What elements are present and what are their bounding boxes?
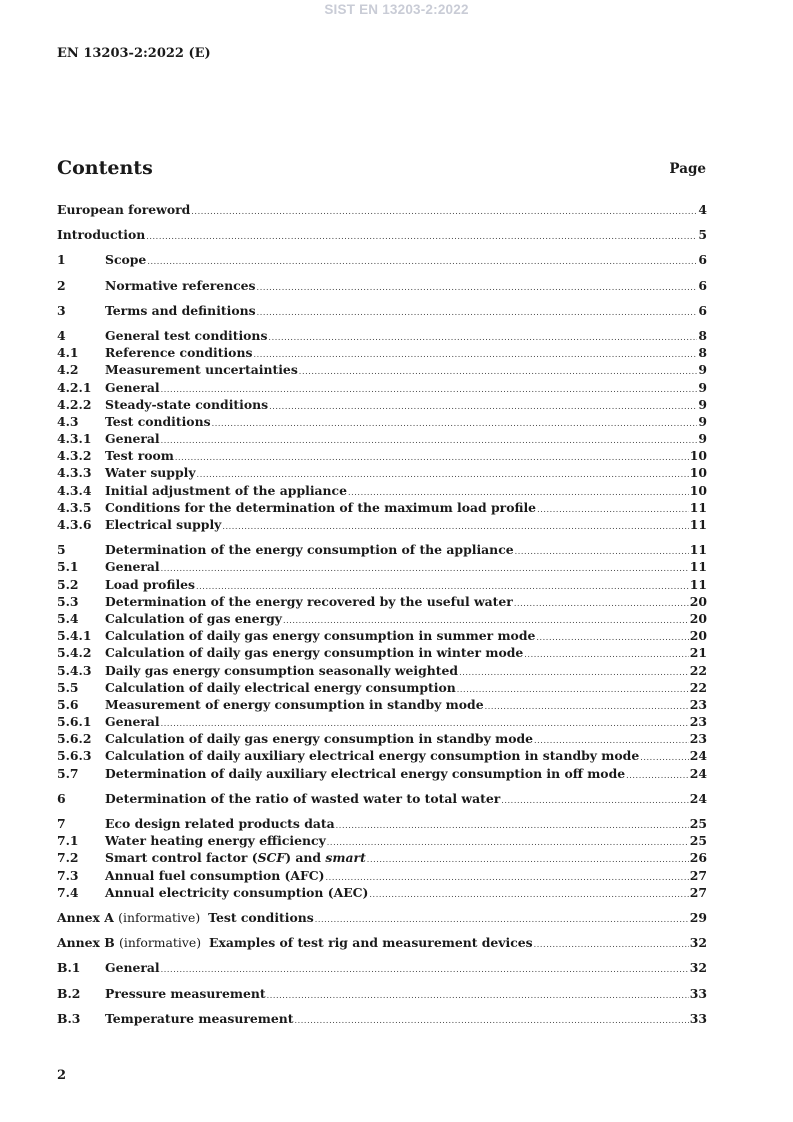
toc-entry-page: 22 [689, 662, 707, 678]
dot-leader [212, 415, 698, 432]
toc-entry-page: 20 [689, 610, 707, 626]
dot-leader [257, 279, 698, 296]
toc-entry-title: Scope [105, 252, 147, 268]
toc-entry-title: Normative references [105, 277, 256, 293]
toc-entry-title: Electrical supply [105, 517, 222, 532]
toc-entry-5-7[interactable] [57, 765, 707, 782]
toc-entry-number: 5.4.2 [57, 645, 92, 661]
dot-leader [369, 886, 688, 903]
footer-page-number: 2 [57, 1068, 67, 1083]
toc-entry-title: Determination of the energy consumption of the appliance [105, 542, 514, 558]
toc-entry-4-2[interactable] [57, 361, 707, 378]
toc-entry-title: Test conditions [208, 909, 314, 925]
toc-entry-4-3-5[interactable] [57, 499, 707, 516]
dot-leader [459, 664, 689, 681]
toc-entry-page: 10 [689, 465, 707, 481]
toc-entry-number: 5.7 [57, 765, 79, 781]
annex-id: Annex A [57, 909, 114, 925]
toc-entry-number: 5.3 [57, 593, 79, 609]
dot-leader [146, 228, 697, 245]
toc-entry-page: 4 [698, 202, 707, 217]
dot-leader [515, 543, 689, 560]
dot-leader [222, 518, 688, 535]
toc-entry-number: 5.4 [57, 610, 79, 626]
toc-entry-title: Pressure measurement [105, 985, 266, 1001]
toc-entry-title: General [105, 559, 160, 575]
toc-entry-page: 6 [698, 302, 707, 318]
toc-entry-number: 4.3.5 [57, 499, 92, 515]
dot-leader [534, 936, 689, 953]
toc-entry-title: Test room [105, 448, 174, 464]
toc-entry-introduction[interactable] [57, 226, 707, 243]
dot-leader [257, 304, 698, 321]
annex-label [57, 934, 201, 951]
toc-entry-number: 4.3 [57, 413, 79, 429]
toc-entry-page: 5 [698, 227, 707, 243]
toc-entry-number: B.3 [57, 1010, 81, 1026]
title-part: Smart control factor ( [105, 850, 258, 866]
toc-entry-number: 7.2 [57, 850, 79, 866]
toc-entry-title: Calculation of daily auxiliary electrical energy consumption in standby mode [105, 748, 640, 764]
toc-entry-1[interactable] [57, 251, 707, 268]
dot-leader [268, 329, 697, 346]
toc-entry-b-3[interactable] [57, 1010, 707, 1027]
title-part: ) and [285, 850, 326, 866]
toc-entry-title: Conditions for the determination of the maximum load profile [105, 499, 537, 515]
toc-entry-title: Steady-state conditions [105, 396, 269, 412]
toc-entry-number: 5 [57, 542, 66, 558]
toc-entry-page: 11 [689, 576, 707, 592]
toc-entry-page: 9 [698, 379, 707, 395]
toc-entry-title: Annual electricity consumption (AEC) [105, 884, 369, 900]
toc-entry-title: Measurement of energy consumption in standby mode [105, 696, 484, 712]
toc-entry-page: 9 [698, 413, 707, 429]
toc-entry-title: General [105, 714, 160, 730]
dot-leader [457, 681, 689, 698]
toc-entry-page: 6 [698, 277, 707, 293]
dot-leader [536, 629, 688, 646]
toc-entry-number: 1 [57, 252, 66, 268]
dot-leader [295, 1012, 689, 1029]
title-italic-smart: smart [325, 850, 366, 866]
toc-entry-page: 9 [698, 362, 707, 378]
toc-entry-title: Temperature measurement [105, 1010, 294, 1026]
dot-leader [537, 501, 689, 518]
table-of-contents [57, 201, 707, 1027]
dot-leader [161, 432, 698, 449]
document-id-header: EN 13203-2:2022 (E) [57, 46, 211, 61]
toc-entry-5-6[interactable] [57, 696, 707, 713]
toc-entry-number: 5.6 [57, 696, 79, 712]
toc-entry-title: Measurement uncertainties [105, 362, 298, 378]
toc-entry-7-3[interactable] [57, 867, 707, 884]
toc-entry-page: 24 [689, 765, 707, 781]
toc-entry-4-3[interactable] [57, 413, 707, 430]
toc-entry-7-1[interactable] [57, 832, 707, 849]
dot-leader [367, 851, 689, 868]
toc-entry-number: 7.4 [57, 884, 79, 900]
toc-entry-number: B.2 [57, 985, 81, 1001]
toc-entry-page: 20 [689, 628, 707, 644]
dot-leader [327, 834, 689, 851]
toc-entry-number: 6 [57, 790, 66, 806]
toc-entry-number: 4.2.1 [57, 379, 92, 395]
toc-entry-page: 25 [689, 816, 707, 831]
toc-entry-number: 7.3 [57, 867, 79, 883]
toc-entry-7[interactable] [57, 815, 707, 832]
toc-entry-page: 10 [689, 482, 707, 498]
toc-entry-number: 4.3.3 [57, 465, 92, 481]
toc-entry-number: 7 [57, 816, 66, 831]
dot-leader [161, 560, 689, 577]
toc-entry-page: 11 [689, 542, 707, 558]
toc-entry-page: 23 [689, 696, 707, 712]
toc-entry-4-2-2[interactable] [57, 396, 707, 413]
toc-entry-page: 23 [689, 714, 707, 730]
toc-entry-5-4-2[interactable] [57, 644, 707, 661]
toc-entry-annex-a[interactable] [57, 909, 707, 926]
toc-entry-page: 27 [689, 884, 707, 900]
toc-entry-5-4-3[interactable] [57, 662, 707, 679]
annex-type: (informative) [119, 935, 202, 951]
toc-entry-number: 5.2 [57, 576, 79, 592]
toc-entry-title: European foreword [57, 202, 191, 217]
toc-entry-6[interactable] [57, 790, 707, 807]
toc-entry-page: 33 [689, 985, 707, 1001]
toc-entry-5-4[interactable] [57, 610, 707, 627]
toc-entry-5-5[interactable] [57, 679, 707, 696]
toc-entry-3[interactable] [57, 302, 707, 319]
toc-entry-number: 4.2 [57, 362, 79, 378]
toc-entry-page: 8 [698, 345, 707, 361]
toc-entry-number: 4.2.2 [57, 396, 92, 412]
toc-entry-page: 21 [689, 645, 707, 661]
annex-label [57, 909, 200, 926]
toc-entry-4-3-1[interactable] [57, 430, 707, 447]
toc-entry-number: 4.3.4 [57, 482, 92, 498]
toc-entry-b-1[interactable] [57, 959, 707, 976]
dot-leader [175, 449, 689, 466]
dot-leader [267, 987, 689, 1004]
dot-leader [514, 595, 689, 612]
toc-entry-4-1[interactable] [57, 344, 707, 361]
toc-entry-page: 6 [698, 252, 707, 268]
toc-entry-7-2[interactable] [57, 849, 707, 866]
toc-entry-number: B.1 [57, 960, 81, 976]
toc-entry-2[interactable] [57, 277, 707, 294]
toc-entry-number: 4.3.2 [57, 448, 92, 464]
toc-entry-5-3[interactable] [57, 593, 707, 610]
toc-entry-title: Eco design related products data [105, 816, 335, 831]
toc-entry-page: 11 [689, 499, 707, 515]
dot-leader [315, 911, 689, 928]
toc-entry-title: Determination of daily auxiliary electrical energy consumption in off mode [105, 765, 626, 781]
toc-entry-number: 5.6.2 [57, 731, 92, 747]
dot-leader [269, 398, 697, 415]
toc-entry-title: General test conditions [105, 327, 268, 343]
dot-leader [161, 961, 689, 978]
toc-entry-page: 22 [689, 679, 707, 695]
toc-entry-5-6-3[interactable] [57, 747, 707, 764]
toc-entry-title: Daily gas energy consumption seasonally weighted [105, 662, 459, 678]
toc-entry-4-3-2[interactable] [57, 447, 707, 464]
toc-entry-4-3-4[interactable] [57, 482, 707, 499]
toc-entry-european-foreword[interactable] [57, 201, 707, 218]
toc-entry-title: General [105, 431, 160, 447]
toc-entry-title: Test conditions [105, 413, 211, 429]
toc-entry-number: 4 [57, 327, 66, 343]
toc-entry-5[interactable] [57, 541, 707, 558]
dot-leader [640, 749, 689, 766]
toc-entry-title: Initial adjustment of the appliance [105, 482, 347, 498]
toc-entry-4-3-6[interactable] [57, 516, 707, 533]
toc-entry-5-2[interactable] [57, 576, 707, 593]
toc-entry-title: Reference conditions [105, 345, 253, 361]
toc-entry-page: 33 [689, 1010, 707, 1026]
toc-entry-7-4[interactable] [57, 884, 707, 901]
title-italic-scf: SCF [257, 850, 286, 866]
toc-entry-page: 23 [689, 731, 707, 747]
toc-entry-page: 29 [689, 909, 707, 925]
dot-leader [326, 869, 689, 886]
toc-entry-page: 9 [698, 396, 707, 412]
toc-entry-page: 20 [689, 593, 707, 609]
toc-entry-title: Calculation of daily gas energy consumption in summer mode [105, 628, 536, 644]
toc-entry-page: 11 [689, 517, 707, 532]
toc-entry-number: 5.6.3 [57, 748, 92, 764]
toc-entry-page: 27 [689, 867, 707, 883]
dot-leader [147, 253, 697, 270]
toc-entry-title: Calculation of gas energy [105, 610, 282, 626]
toc-entry-4-2-1[interactable] [57, 379, 707, 396]
toc-entry-title: Annual fuel consumption (AFC) [105, 867, 325, 883]
toc-entry-page: 11 [689, 559, 707, 575]
toc-entry-5-1[interactable] [57, 558, 707, 575]
toc-entry-number: 2 [57, 277, 66, 293]
toc-entry-5-6-1[interactable] [57, 713, 707, 730]
toc-entry-page: 8 [698, 327, 707, 343]
toc-entry-page: 25 [689, 833, 707, 849]
toc-entry-title: Determination of the energy recovered by the useful water [105, 593, 513, 609]
dot-leader [253, 346, 697, 363]
dot-leader [501, 792, 689, 809]
toc-entry-number: 5.6.1 [57, 714, 92, 730]
toc-entry-4-3-3[interactable] [57, 464, 707, 481]
toc-entry-page: 24 [689, 748, 707, 764]
toc-entry-5-4-1[interactable] [57, 627, 707, 644]
toc-entry-title: Calculation of daily electrical energy consumption [105, 679, 456, 695]
toc-entry-title: Water heating energy efficiency [105, 833, 326, 849]
toc-entry-page: 10 [689, 448, 707, 464]
annex-type: (informative) [118, 909, 201, 925]
annex-id: Annex B [57, 935, 115, 951]
toc-entry-annex-b[interactable] [57, 934, 707, 951]
toc-entry-page: 26 [689, 850, 707, 866]
contents-heading: Contents [57, 157, 153, 179]
toc-entry-b-2[interactable] [57, 985, 707, 1002]
toc-entry-title: General [105, 379, 160, 395]
toc-entry-title: Examples of test rig and measurement devices [209, 935, 533, 951]
toc-entry-title: Introduction [57, 227, 146, 243]
toc-entry-5-6-2[interactable] [57, 730, 707, 747]
watermark-text: SIST EN 13203-2:2022 [324, 2, 469, 17]
toc-entry-number: 4.3.1 [57, 431, 92, 447]
dot-leader [485, 698, 689, 715]
toc-entry-page: 9 [698, 431, 707, 447]
toc-entry-page: 24 [689, 790, 707, 806]
toc-entry-title: Calculation of daily gas energy consumption in winter mode [105, 645, 524, 661]
toc-entry-title [105, 849, 366, 866]
toc-entry-number: 5.1 [57, 559, 79, 575]
dot-leader [191, 203, 697, 220]
toc-entry-number: 4.1 [57, 345, 79, 361]
dot-leader [626, 767, 689, 784]
toc-entry-page: 32 [689, 960, 707, 976]
toc-entry-title: Calculation of daily gas energy consumption in standby mode [105, 731, 534, 747]
toc-entry-number: 5.4.3 [57, 662, 92, 678]
toc-entry-number: 5.4.1 [57, 628, 92, 644]
toc-entry-number: 4.3.6 [57, 517, 92, 532]
toc-entry-title: Load profiles [105, 576, 196, 592]
dot-leader [336, 817, 689, 834]
page-column-heading: Page [669, 161, 706, 177]
toc-entry-title: Water supply [105, 465, 196, 481]
toc-entry-title: Terms and definitions [105, 302, 256, 318]
toc-entry-number: 7.1 [57, 833, 79, 849]
toc-entry-number: 3 [57, 302, 66, 318]
toc-entry-title: Determination of the ratio of wasted water to total water [105, 790, 501, 806]
toc-entry-page: 32 [689, 935, 707, 951]
dot-leader [524, 646, 688, 663]
dot-leader [299, 363, 698, 380]
toc-entry-number: 5.5 [57, 679, 79, 695]
toc-entry-4[interactable] [57, 327, 707, 344]
toc-entry-title: General [105, 960, 160, 976]
